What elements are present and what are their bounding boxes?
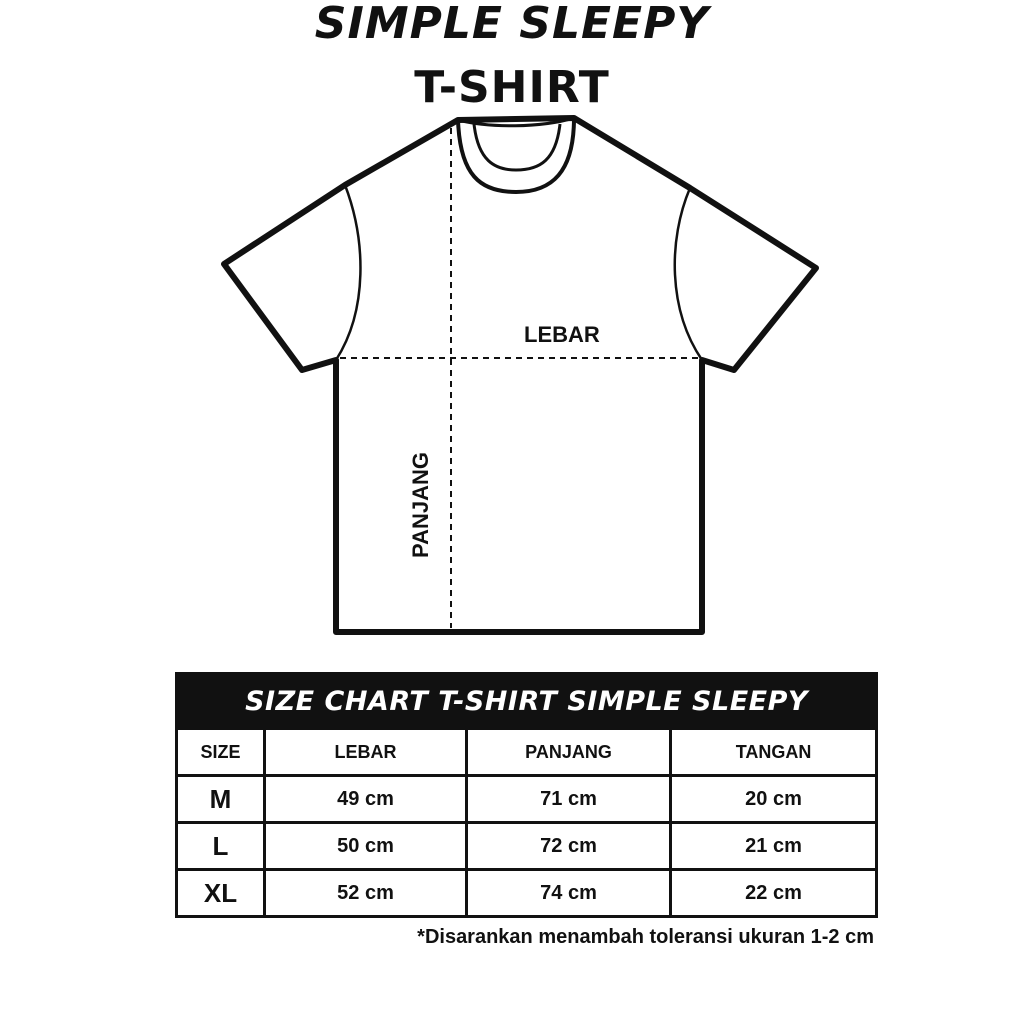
size-chart-banner-row xyxy=(177,674,877,729)
size-chart-banner: SIZE CHART T-SHIRT SIMPLE SLEEPY xyxy=(177,674,877,729)
size-chart-header-row xyxy=(177,729,877,776)
panjang-value: 74 cm xyxy=(467,870,671,917)
tshirt-outline xyxy=(224,118,816,632)
lebar-label: LEBAR xyxy=(524,322,600,347)
size-value: L xyxy=(177,823,265,870)
size-chart-table xyxy=(175,672,878,918)
panjang-value: 72 cm xyxy=(467,823,671,870)
tangan-value: 21 cm xyxy=(671,823,877,870)
right-sleeve-seam xyxy=(675,188,702,360)
left-sleeve-seam xyxy=(336,185,360,360)
header-lebar: LEBAR xyxy=(265,729,467,776)
header-panjang: PANJANG xyxy=(467,729,671,776)
header-size: SIZE xyxy=(177,729,265,776)
tangan-value: 20 cm xyxy=(671,776,877,823)
size-value: M xyxy=(177,776,265,823)
panjang-label: PANJANG xyxy=(408,452,433,558)
lebar-value: 50 cm xyxy=(265,823,467,870)
title-line-1: SIMPLE SLEEPY xyxy=(314,0,710,49)
tolerance-footnote: *Disarankan menambah toleransi ukuran 1-2 cm xyxy=(417,926,874,948)
size-value: XL xyxy=(177,870,265,917)
panjang-value: 71 cm xyxy=(467,776,671,823)
header-tangan: TANGAN xyxy=(671,729,877,776)
table-row xyxy=(177,870,877,917)
lebar-value: 49 cm xyxy=(265,776,467,823)
collar-inner xyxy=(474,124,560,170)
table-row xyxy=(177,776,877,823)
lebar-value: 52 cm xyxy=(265,870,467,917)
tangan-value: 22 cm xyxy=(671,870,877,917)
table-row xyxy=(177,823,877,870)
title-line-2: T-SHIRT xyxy=(414,62,610,113)
